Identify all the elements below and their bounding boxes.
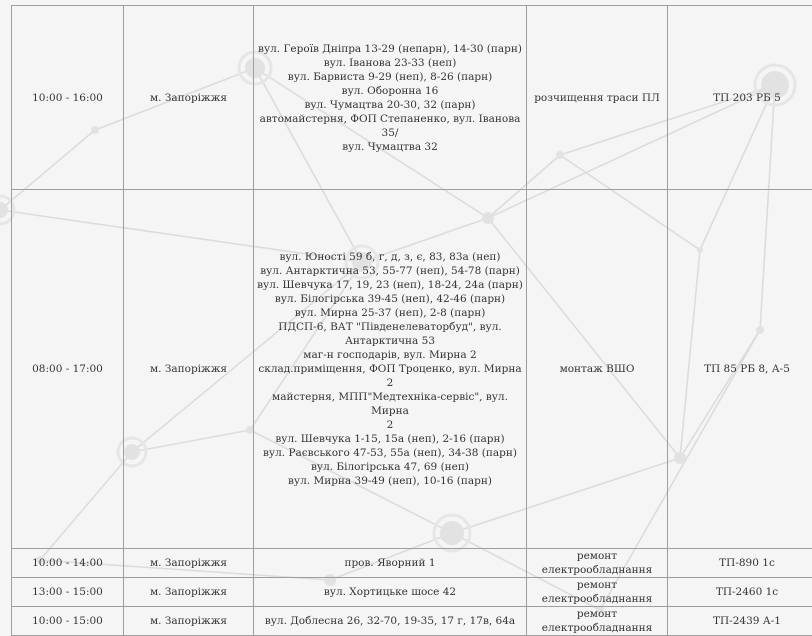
work-type-cell: ремонт електрообладнання	[527, 607, 668, 636]
address-cell	[254, 190, 527, 549]
address-line: ПДСП-6, ВАТ "Південелеваторбуд", вул.	[256, 320, 524, 334]
work-type-cell: ремонт електрообладнання	[527, 578, 668, 607]
time-cell: 10:00 - 15:00	[12, 607, 124, 636]
substation-cell: ТП-890 1с	[668, 549, 812, 578]
time-cell: 10:00 - 16:00	[12, 6, 124, 190]
work-type-cell: ремонт електрообладнання	[527, 549, 668, 578]
city-cell: м. Запоріжжя	[124, 190, 254, 549]
time-cell: 10:00 - 14:00	[12, 549, 124, 578]
table-row	[12, 578, 812, 607]
city-cell: м. Запоріжжя	[124, 6, 254, 190]
table-row	[12, 549, 812, 578]
address-cell: вул. Хортицьке шосе 42	[254, 578, 527, 607]
address-line: майстерня, МПП"Медтехніка-сервіс", вул. Мирна	[256, 390, 524, 418]
table-row	[12, 607, 812, 636]
time-cell: 13:00 - 15:00	[12, 578, 124, 607]
address-cell	[254, 6, 527, 190]
city-cell: м. Запоріжжя	[124, 578, 254, 607]
address-line: вул. Мирна 39-49 (неп), 10-16 (парн)	[256, 474, 524, 488]
address-line: маг-н господарів, вул. Мирна 2	[256, 348, 524, 362]
address-line: вул. Раєвського 47-53, 55а (неп), 34-38 (парн)	[256, 446, 524, 460]
address-line: вул. Шевчука 1-15, 15а (неп), 2-16 (парн)	[256, 432, 524, 446]
address-line: вул. Оборонна 16	[256, 84, 524, 98]
address-cell: вул. Доблесна 26, 32-70, 19-35, 17 г, 17в, 64а	[254, 607, 527, 636]
address-line: вул. Героїв Дніпра 13-29 (непарн), 14-30 (парн)	[256, 42, 524, 56]
city-cell: м. Запоріжжя	[124, 549, 254, 578]
table-row	[12, 190, 812, 549]
address-line: вул. Чумацтва 20-30, 32 (парн)	[256, 98, 524, 112]
substation-cell: ТП-2439 А-1	[668, 607, 812, 636]
address-line: вул. Білогірська 47, 69 (неп)	[256, 460, 524, 474]
work-type-cell: монтаж ВШО	[527, 190, 668, 549]
substation-cell: ТП-2460 1с	[668, 578, 812, 607]
address-cell: пров. Яворний 1	[254, 549, 527, 578]
table-row	[12, 6, 812, 190]
substation-cell: ТП 203 РБ 5	[668, 6, 812, 190]
address-line: вул. Юності 59 б, г, д, з, є, 83, 83а (неп)	[256, 250, 524, 264]
address-line: вул. Антарктична 53, 55-77 (неп), 54-78 (парн)	[256, 264, 524, 278]
address-line: вул. Іванова 23-33 (неп)	[256, 56, 524, 70]
address-line: вул. Мирна 25-37 (неп), 2-8 (парн)	[256, 306, 524, 320]
address-line: вул. Чумацтва 32	[256, 140, 524, 154]
address-line: автомайстерня, ФОП Степаненко, вул. Іванова 35/	[256, 112, 524, 140]
address-line: вул. Барвиста 9-29 (неп), 8-26 (парн)	[256, 70, 524, 84]
address-line: вул. Білогірська 39-45 (неп), 42-46 (парн)	[256, 292, 524, 306]
address-line: Антарктична 53	[256, 334, 524, 348]
substation-cell: ТП 85 РБ 8, А-5	[668, 190, 812, 549]
address-line: склад.приміщення, ФОП Троценко, вул. Мирна 2	[256, 362, 524, 390]
outage-schedule-table	[11, 5, 812, 636]
work-type-cell: розчищення траси ПЛ	[527, 6, 668, 190]
time-cell: 08:00 - 17:00	[12, 190, 124, 549]
address-line: вул. Шевчука 17, 19, 23 (неп), 18-24, 24а (парн)	[256, 278, 524, 292]
city-cell: м. Запоріжжя	[124, 607, 254, 636]
address-line: 2	[256, 418, 524, 432]
